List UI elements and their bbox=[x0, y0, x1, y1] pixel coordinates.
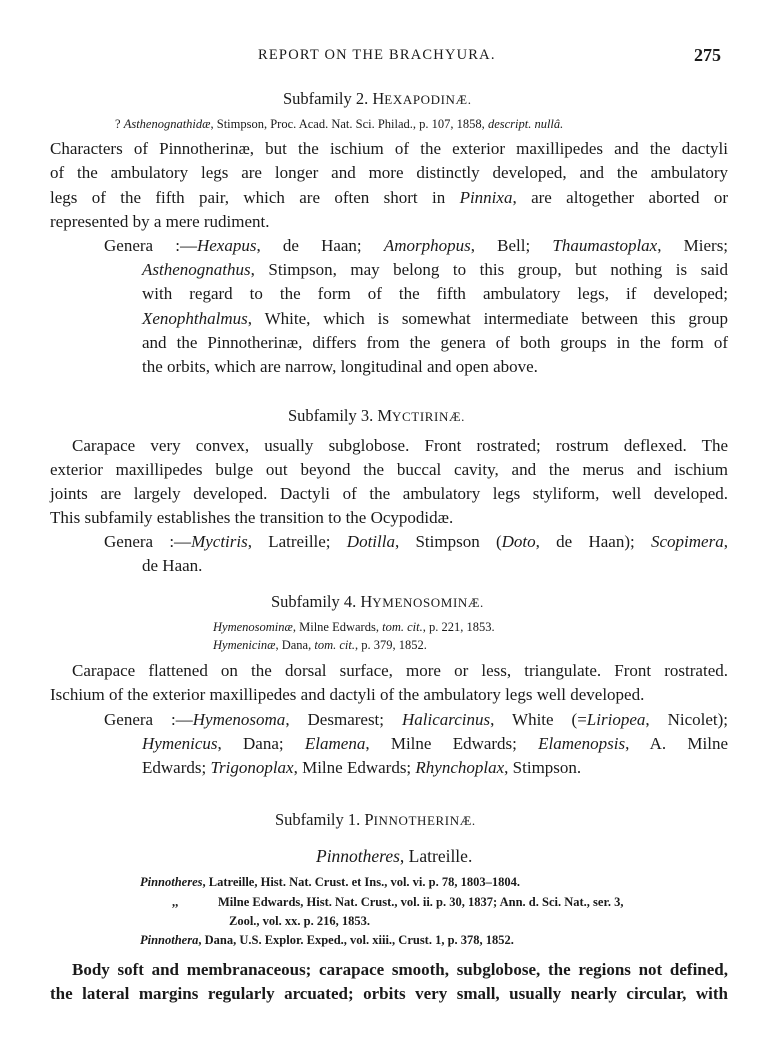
paragraph-line: exterior maxillipedes bulge out beyond the buccal cavity, and the merus and ischium bbox=[50, 460, 728, 479]
genera-list: Genera :—Hexapus, de Haan; Amorphopus, Bell; Thaumastoplax, Miers; bbox=[104, 236, 729, 255]
ditto-mark: ,, bbox=[172, 895, 179, 909]
genera-list: Genera :—Hymenosoma, Desmarest; Halicarcinus, White (=Liriopea, Nicolet); bbox=[104, 710, 728, 729]
genera-line: and the Pinnotherinæ, differs from the genera of both groups in the form of bbox=[142, 333, 728, 352]
paragraph-line: the lateral margins regularly arcuated; orbits very small, usually nearly circular, with bbox=[50, 984, 728, 1003]
paragraph-line: of the ambulatory legs are longer and more distinctly developed, and the ambulatory bbox=[50, 163, 728, 182]
heading-hymenosominae: Subfamily 4. HYMENOSOMINÆ. bbox=[271, 592, 484, 611]
paragraph-line: Carapace very convex, usually subglobose. Front rostrated; rostrum deflexed. The bbox=[72, 436, 728, 455]
synonym-line: Hymenicinæ, Dana, tom. cit., p. 379, 1852. bbox=[213, 638, 427, 652]
genera-list: Genera :—Myctiris, Latreille; Dotilla, Stimpson (Doto, de Haan); Scopimera, bbox=[104, 532, 728, 551]
heading-myctirinae: Subfamily 3. MYCTIRINÆ. bbox=[288, 406, 465, 425]
paragraph-line: Body soft and membranaceous; carapace smooth, subglobose, the regions not defined, bbox=[72, 960, 728, 979]
genera-line: with regard to the form of the fifth ambulatory legs, if developed; bbox=[142, 284, 728, 303]
synonym-line: Pinnotheres, Latreille, Hist. Nat. Crust. et Ins., vol. vi. p. 78, 1803–1804. bbox=[140, 875, 520, 889]
genera-line: de Haan. bbox=[142, 556, 203, 575]
page-number: 275 bbox=[694, 45, 721, 65]
genus-title: Pinnotheres, Latreille. bbox=[316, 846, 473, 866]
paragraph-line: represented by a mere rudiment. bbox=[50, 212, 270, 231]
synonym-line: Zool., vol. xx. p. 216, 1853. bbox=[229, 914, 370, 928]
synonym-line: Hymenosominæ, Milne Edwards, tom. cit., p. 221, 1853. bbox=[213, 620, 495, 634]
paragraph-line: Characters of Pinnotherinæ, but the ischium of the exterior maxillipedes and the dactyli bbox=[50, 139, 728, 158]
genera-line: the orbits, which are narrow, longitudinal and open above. bbox=[142, 357, 538, 376]
synonym-asthenognathidae: ? Asthenognathidæ, Stimpson, Proc. Acad. Nat. Sci. Philad., p. 107, 1858, descript. nullâ. bbox=[115, 117, 564, 131]
synonym-line: Milne Edwards, Hist. Nat. Crust., vol. ii. p. 30, 1837; Ann. d. Sci. Nat., ser. 3, bbox=[218, 895, 624, 909]
heading-hexapodinae: Subfamily 2. HEXAPODINÆ. bbox=[283, 89, 472, 108]
genera-line: Asthenognathus, Stimpson, may belong to this group, but nothing is said bbox=[142, 260, 728, 279]
paragraph-line: Carapace flattened on the dorsal surface, more or less, triangulate. Front rostrated. bbox=[72, 661, 728, 680]
heading-pinnotherinae: Subfamily 1. PINNOTHERINÆ. bbox=[275, 810, 476, 829]
genera-line: Hymenicus, Dana; Elamena, Milne Edwards; Elamenopsis, A. Milne bbox=[142, 734, 729, 753]
running-title: REPORT ON THE BRACHYURA. bbox=[258, 47, 496, 63]
genera-line: Edwards; Trigonoplax, Milne Edwards; Rhynchoplax, Stimpson. bbox=[142, 758, 582, 777]
paragraph-line: joints are largely developed. Dactyli of the ambulatory legs styliform, well developed. bbox=[50, 484, 728, 503]
paragraph-line: This subfamily establishes the transition to the Ocypodidæ. bbox=[50, 508, 454, 527]
paragraph-line: Ischium of the exterior maxillipedes and dactyli of the ambulatory legs well developed. bbox=[50, 685, 645, 704]
genera-line: Xenophthalmus, White, which is somewhat intermediate between this group bbox=[142, 309, 728, 328]
paragraph-line: legs of the fifth pair, which are often short in Pinnixa, are altogether aborted or bbox=[50, 188, 728, 207]
synonym-line: Pinnothera, Dana, U.S. Explor. Exped., vol. xiii., Crust. 1, p. 378, 1852. bbox=[140, 933, 514, 947]
